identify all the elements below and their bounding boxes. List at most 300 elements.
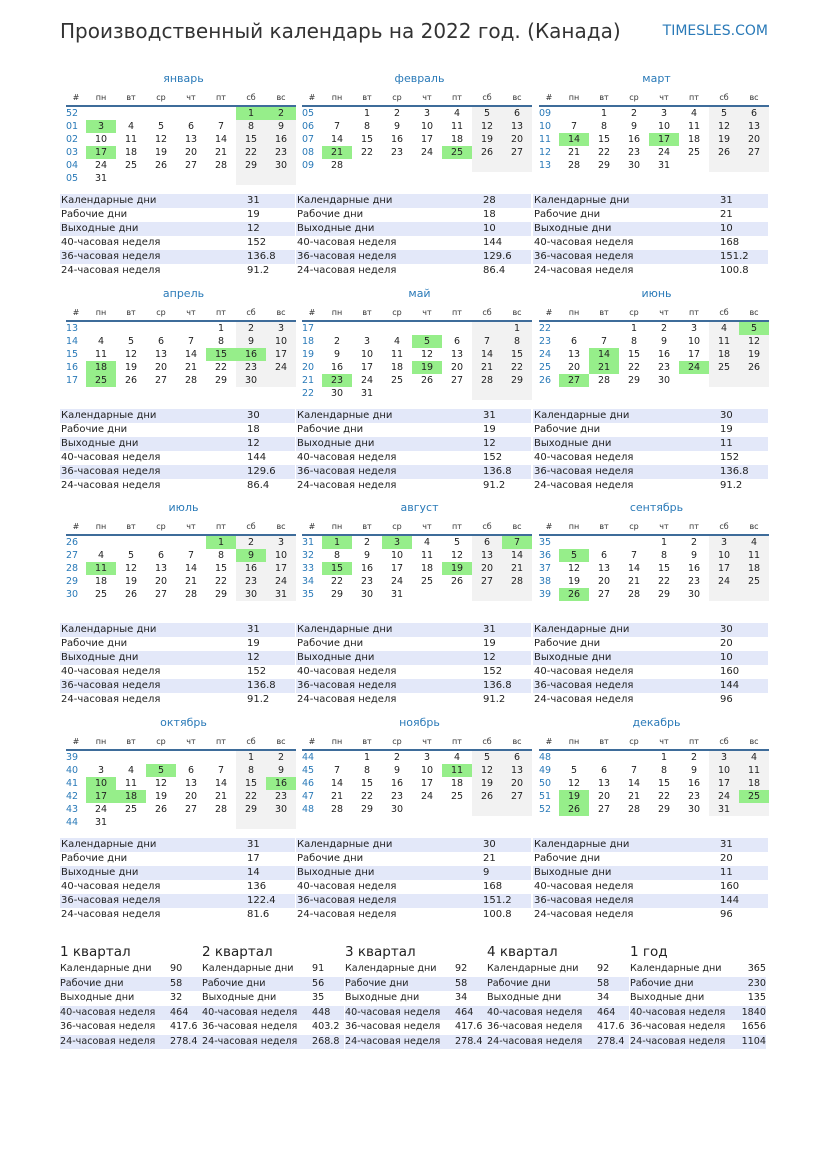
holiday-day-cell[interactable]: 17 — [86, 146, 116, 159]
weekend-day-cell[interactable]: 20 — [502, 777, 532, 790]
weekend-day-cell[interactable]: 3 — [709, 751, 739, 764]
weekend-day-cell[interactable]: 27 — [472, 575, 502, 588]
day-cell[interactable]: 4 — [127, 121, 135, 132]
day-cell[interactable]: 25 — [124, 804, 138, 815]
weekend-day-cell[interactable]: 29 — [236, 803, 266, 816]
holiday-day-cell[interactable]: 18 — [116, 790, 146, 803]
weekend-day-cell[interactable]: 27 — [739, 146, 769, 159]
day-cell[interactable]: 8 — [333, 550, 341, 561]
day-cell[interactable]: 14 — [214, 778, 228, 789]
day-cell[interactable]: 4 — [690, 108, 698, 119]
day-cell[interactable]: 17 — [687, 349, 701, 360]
day-cell[interactable]: 30 — [360, 589, 374, 600]
day-cell[interactable]: 30 — [687, 589, 701, 600]
day-cell[interactable]: 15 — [657, 563, 671, 574]
day-cell[interactable]: 28 — [330, 160, 344, 171]
weekend-day-cell[interactable]: 10 — [709, 764, 739, 777]
day-cell[interactable]: 3 — [690, 323, 698, 334]
day-cell[interactable]: 24 — [94, 160, 108, 171]
day-cell[interactable]: 6 — [600, 765, 608, 776]
weekend-day-cell[interactable]: 23 — [236, 575, 266, 588]
day-cell[interactable]: 9 — [393, 121, 401, 132]
day-cell[interactable]: 5 — [453, 537, 461, 548]
day-cell[interactable]: 13 — [597, 778, 611, 789]
day-cell[interactable]: 28 — [330, 804, 344, 815]
day-cell[interactable]: 16 — [390, 134, 404, 145]
weekend-day-cell[interactable]: 27 — [502, 790, 532, 803]
day-cell[interactable]: 3 — [423, 752, 431, 763]
day-cell[interactable]: 8 — [217, 550, 225, 561]
weekend-day-cell[interactable]: 2 — [236, 322, 266, 335]
day-cell[interactable]: 10 — [390, 550, 404, 561]
day-cell[interactable]: 28 — [214, 804, 228, 815]
weekend-day-cell[interactable]: 4 — [739, 536, 769, 549]
weekend-day-cell[interactable]: 18 — [739, 777, 769, 790]
day-cell[interactable]: 12 — [124, 349, 138, 360]
day-cell[interactable]: 24 — [420, 791, 434, 802]
weekend-day-cell[interactable]: 1 — [502, 322, 532, 335]
weekend-day-cell[interactable]: 14 — [472, 348, 502, 361]
day-cell[interactable]: 20 — [597, 576, 611, 587]
weekend-day-cell[interactable]: 15 — [236, 133, 266, 146]
day-cell[interactable]: 2 — [393, 108, 401, 119]
day-cell[interactable]: 14 — [184, 349, 198, 360]
weekend-day-cell[interactable]: 10 — [709, 549, 739, 562]
day-cell[interactable]: 9 — [363, 550, 371, 561]
day-cell[interactable]: 21 — [627, 791, 641, 802]
day-cell[interactable]: 13 — [450, 349, 464, 360]
day-cell[interactable]: 8 — [363, 121, 371, 132]
day-cell[interactable]: 22 — [214, 576, 228, 587]
weekend-day-cell[interactable]: 21 — [502, 562, 532, 575]
day-cell[interactable]: 16 — [330, 362, 344, 373]
day-cell[interactable]: 11 — [390, 349, 404, 360]
holiday-day-cell[interactable]: 10 — [86, 777, 116, 790]
holiday-day-cell[interactable]: 11 — [442, 764, 472, 777]
day-cell[interactable]: 10 — [657, 121, 671, 132]
day-cell[interactable]: 19 — [124, 576, 138, 587]
holiday-day-cell[interactable]: 14 — [589, 348, 619, 361]
day-cell[interactable]: 28 — [184, 589, 198, 600]
holiday-day-cell[interactable]: 5 — [146, 764, 176, 777]
weekend-day-cell[interactable]: 9 — [266, 120, 296, 133]
day-cell[interactable]: 1 — [630, 323, 638, 334]
day-cell[interactable]: 22 — [657, 791, 671, 802]
day-cell[interactable]: 28 — [567, 160, 581, 171]
day-cell[interactable]: 23 — [390, 147, 404, 158]
day-cell[interactable]: 23 — [627, 147, 641, 158]
day-cell[interactable]: 16 — [627, 134, 641, 145]
day-cell[interactable]: 4 — [127, 765, 135, 776]
day-cell[interactable]: 26 — [124, 375, 138, 386]
day-cell[interactable]: 22 — [360, 791, 374, 802]
weekend-day-cell[interactable]: 28 — [502, 575, 532, 588]
weekend-day-cell[interactable]: 31 — [266, 588, 296, 601]
holiday-day-cell[interactable]: 24 — [679, 361, 709, 374]
weekend-day-cell[interactable]: 23 — [266, 790, 296, 803]
weekend-day-cell[interactable]: 13 — [739, 120, 769, 133]
weekend-day-cell[interactable]: 30 — [266, 803, 296, 816]
weekend-day-cell[interactable]: 16 — [236, 562, 266, 575]
day-cell[interactable]: 28 — [597, 375, 611, 386]
day-cell[interactable]: 7 — [333, 765, 341, 776]
day-cell[interactable]: 20 — [154, 362, 168, 373]
day-cell[interactable]: 22 — [360, 147, 374, 158]
day-cell[interactable]: 17 — [420, 134, 434, 145]
weekend-day-cell[interactable]: 8 — [502, 335, 532, 348]
day-cell[interactable]: 1 — [600, 108, 608, 119]
holiday-day-cell[interactable]: 17 — [86, 790, 116, 803]
day-cell[interactable]: 26 — [154, 804, 168, 815]
weekend-day-cell[interactable]: 12 — [472, 764, 502, 777]
day-cell[interactable]: 10 — [360, 349, 374, 360]
weekend-day-cell[interactable]: 6 — [502, 751, 532, 764]
day-cell[interactable]: 10 — [420, 765, 434, 776]
day-cell[interactable]: 20 — [450, 362, 464, 373]
day-cell[interactable]: 6 — [157, 550, 165, 561]
day-cell[interactable]: 29 — [657, 804, 671, 815]
day-cell[interactable]: 9 — [690, 550, 698, 561]
day-cell[interactable]: 13 — [184, 134, 198, 145]
day-cell[interactable]: 8 — [630, 336, 638, 347]
holiday-day-cell[interactable]: 17 — [649, 133, 679, 146]
day-cell[interactable]: 16 — [360, 563, 374, 574]
day-cell[interactable]: 15 — [597, 134, 611, 145]
day-cell[interactable]: 22 — [657, 576, 671, 587]
day-cell[interactable]: 22 — [214, 362, 228, 373]
day-cell[interactable]: 4 — [97, 336, 105, 347]
day-cell[interactable]: 12 — [450, 550, 464, 561]
day-cell[interactable]: 12 — [154, 134, 168, 145]
weekend-day-cell[interactable]: 10 — [266, 549, 296, 562]
day-cell[interactable]: 7 — [187, 336, 195, 347]
day-cell[interactable]: 8 — [217, 336, 225, 347]
weekend-day-cell[interactable]: 12 — [709, 120, 739, 133]
day-cell[interactable]: 10 — [420, 121, 434, 132]
day-cell[interactable]: 18 — [687, 134, 701, 145]
day-cell[interactable]: 26 — [124, 589, 138, 600]
day-cell[interactable]: 20 — [567, 362, 581, 373]
holiday-day-cell[interactable]: 16 — [266, 777, 296, 790]
day-cell[interactable]: 9 — [690, 765, 698, 776]
day-cell[interactable]: 21 — [214, 791, 228, 802]
day-cell[interactable]: 12 — [154, 778, 168, 789]
day-cell[interactable]: 9 — [393, 765, 401, 776]
day-cell[interactable]: 7 — [187, 550, 195, 561]
day-cell[interactable]: 12 — [124, 563, 138, 574]
weekend-day-cell[interactable]: 24 — [709, 575, 739, 588]
day-cell[interactable]: 23 — [657, 362, 671, 373]
day-cell[interactable]: 24 — [94, 804, 108, 815]
day-cell[interactable]: 15 — [657, 778, 671, 789]
day-cell[interactable]: 21 — [627, 576, 641, 587]
day-cell[interactable]: 1 — [363, 108, 371, 119]
day-cell[interactable]: 9 — [333, 349, 341, 360]
holiday-day-cell[interactable]: 1 — [322, 536, 352, 549]
weekend-day-cell[interactable]: 27 — [502, 146, 532, 159]
weekend-day-cell[interactable]: 20 — [739, 133, 769, 146]
weekend-day-cell[interactable]: 26 — [472, 790, 502, 803]
day-cell[interactable]: 8 — [363, 765, 371, 776]
day-cell[interactable]: 24 — [390, 576, 404, 587]
day-cell[interactable]: 19 — [567, 576, 581, 587]
weekend-day-cell[interactable]: 25 — [709, 361, 739, 374]
holiday-day-cell[interactable]: 9 — [236, 549, 266, 562]
weekend-day-cell[interactable]: 3 — [709, 536, 739, 549]
holiday-day-cell[interactable]: 1 — [206, 536, 236, 549]
day-cell[interactable]: 17 — [390, 563, 404, 574]
day-cell[interactable]: 11 — [687, 121, 701, 132]
holiday-day-cell[interactable]: 23 — [322, 374, 352, 387]
day-cell[interactable]: 18 — [450, 778, 464, 789]
weekend-day-cell[interactable]: 26 — [472, 146, 502, 159]
day-cell[interactable]: 20 — [184, 147, 198, 158]
day-cell[interactable]: 31 — [94, 817, 108, 828]
weekend-day-cell[interactable]: 25 — [739, 575, 769, 588]
weekend-day-cell[interactable]: 17 — [709, 562, 739, 575]
day-cell[interactable]: 31 — [94, 173, 108, 184]
holiday-day-cell[interactable]: 19 — [442, 562, 472, 575]
weekend-day-cell[interactable]: 22 — [236, 146, 266, 159]
day-cell[interactable]: 18 — [124, 147, 138, 158]
weekend-day-cell[interactable]: 6 — [472, 536, 502, 549]
day-cell[interactable]: 4 — [393, 336, 401, 347]
weekend-day-cell[interactable]: 13 — [472, 549, 502, 562]
day-cell[interactable]: 14 — [214, 134, 228, 145]
day-cell[interactable]: 27 — [597, 804, 611, 815]
weekend-day-cell[interactable]: 14 — [502, 549, 532, 562]
holiday-day-cell[interactable]: 18 — [86, 361, 116, 374]
day-cell[interactable]: 17 — [420, 778, 434, 789]
day-cell[interactable]: 21 — [214, 147, 228, 158]
weekend-day-cell[interactable]: 24 — [266, 361, 296, 374]
day-cell[interactable]: 2 — [393, 752, 401, 763]
weekend-day-cell[interactable]: 20 — [472, 562, 502, 575]
weekend-day-cell[interactable]: 17 — [266, 562, 296, 575]
day-cell[interactable]: 11 — [124, 134, 138, 145]
day-cell[interactable]: 20 — [597, 791, 611, 802]
weekend-day-cell[interactable]: 2 — [266, 751, 296, 764]
weekend-day-cell[interactable]: 17 — [266, 348, 296, 361]
weekend-day-cell[interactable]: 23 — [266, 146, 296, 159]
weekend-day-cell[interactable]: 24 — [709, 790, 739, 803]
day-cell[interactable]: 12 — [567, 563, 581, 574]
day-cell[interactable]: 8 — [660, 550, 668, 561]
day-cell[interactable]: 30 — [390, 804, 404, 815]
weekend-day-cell[interactable]: 17 — [709, 777, 739, 790]
weekend-day-cell[interactable]: 19 — [472, 777, 502, 790]
weekend-day-cell[interactable]: 24 — [266, 575, 296, 588]
weekend-day-cell[interactable]: 6 — [739, 107, 769, 120]
holiday-day-cell[interactable]: 26 — [559, 588, 589, 601]
day-cell[interactable]: 29 — [597, 160, 611, 171]
holiday-day-cell[interactable]: 25 — [442, 146, 472, 159]
day-cell[interactable]: 13 — [184, 778, 198, 789]
day-cell[interactable]: 18 — [390, 362, 404, 373]
day-cell[interactable]: 27 — [184, 804, 198, 815]
day-cell[interactable]: 2 — [660, 323, 668, 334]
day-cell[interactable]: 16 — [687, 778, 701, 789]
day-cell[interactable]: 22 — [597, 147, 611, 158]
day-cell[interactable]: 11 — [124, 778, 138, 789]
weekend-day-cell[interactable]: 29 — [502, 374, 532, 387]
day-cell[interactable]: 14 — [627, 778, 641, 789]
weekend-day-cell[interactable]: 30 — [266, 159, 296, 172]
day-cell[interactable]: 29 — [214, 589, 228, 600]
day-cell[interactable]: 25 — [390, 375, 404, 386]
weekend-day-cell[interactable]: 10 — [266, 335, 296, 348]
day-cell[interactable]: 21 — [330, 791, 344, 802]
day-cell[interactable]: 18 — [94, 576, 108, 587]
day-cell[interactable]: 12 — [420, 349, 434, 360]
weekend-day-cell[interactable]: 11 — [739, 764, 769, 777]
day-cell[interactable]: 8 — [660, 765, 668, 776]
day-cell[interactable]: 23 — [390, 791, 404, 802]
holiday-day-cell[interactable]: 2 — [266, 107, 296, 120]
day-cell[interactable]: 1 — [217, 323, 225, 334]
day-cell[interactable]: 4 — [97, 550, 105, 561]
day-cell[interactable]: 28 — [627, 804, 641, 815]
weekend-day-cell[interactable]: 7 — [472, 335, 502, 348]
weekend-day-cell[interactable]: 8 — [236, 764, 266, 777]
day-cell[interactable]: 20 — [184, 791, 198, 802]
day-cell[interactable]: 25 — [124, 160, 138, 171]
day-cell[interactable]: 7 — [217, 121, 225, 132]
day-cell[interactable]: 13 — [597, 563, 611, 574]
holiday-day-cell[interactable]: 3 — [86, 120, 116, 133]
day-cell[interactable]: 11 — [94, 349, 108, 360]
day-cell[interactable]: 11 — [420, 550, 434, 561]
day-cell[interactable]: 31 — [360, 388, 374, 399]
day-cell[interactable]: 19 — [124, 362, 138, 373]
weekend-day-cell[interactable]: 30 — [236, 588, 266, 601]
day-cell[interactable]: 16 — [657, 349, 671, 360]
weekend-day-cell[interactable]: 23 — [236, 361, 266, 374]
weekend-day-cell[interactable]: 8 — [236, 120, 266, 133]
day-cell[interactable]: 25 — [420, 576, 434, 587]
weekend-day-cell[interactable]: 12 — [472, 120, 502, 133]
day-cell[interactable]: 21 — [184, 576, 198, 587]
day-cell[interactable]: 7 — [333, 121, 341, 132]
weekend-day-cell[interactable]: 9 — [266, 764, 296, 777]
day-cell[interactable]: 30 — [687, 804, 701, 815]
weekend-day-cell[interactable]: 26 — [709, 146, 739, 159]
day-cell[interactable]: 14 — [184, 563, 198, 574]
holiday-day-cell[interactable]: 5 — [739, 322, 769, 335]
day-cell[interactable]: 10 — [687, 336, 701, 347]
day-cell[interactable]: 3 — [97, 765, 105, 776]
day-cell[interactable]: 4 — [423, 537, 431, 548]
day-cell[interactable]: 30 — [627, 160, 641, 171]
day-cell[interactable]: 20 — [154, 576, 168, 587]
day-cell[interactable]: 7 — [630, 550, 638, 561]
day-cell[interactable]: 21 — [567, 147, 581, 158]
holiday-day-cell[interactable]: 5 — [412, 335, 442, 348]
day-cell[interactable]: 7 — [217, 765, 225, 776]
day-cell[interactable]: 5 — [127, 336, 135, 347]
day-cell[interactable]: 3 — [660, 108, 668, 119]
holiday-day-cell[interactable]: 21 — [322, 146, 352, 159]
holiday-day-cell[interactable]: 5 — [559, 549, 589, 562]
day-cell[interactable]: 7 — [600, 336, 608, 347]
day-cell[interactable]: 6 — [157, 336, 165, 347]
day-cell[interactable]: 24 — [657, 147, 671, 158]
day-cell[interactable]: 9 — [660, 336, 668, 347]
holiday-day-cell[interactable]: 14 — [559, 133, 589, 146]
weekend-day-cell[interactable]: 31 — [709, 803, 739, 816]
day-cell[interactable]: 4 — [453, 108, 461, 119]
day-cell[interactable]: 7 — [630, 765, 638, 776]
day-cell[interactable]: 28 — [184, 375, 198, 386]
day-cell[interactable]: 15 — [214, 563, 228, 574]
weekend-day-cell[interactable]: 16 — [266, 133, 296, 146]
holiday-day-cell[interactable]: 21 — [589, 361, 619, 374]
weekend-day-cell[interactable]: 5 — [472, 751, 502, 764]
weekend-day-cell[interactable]: 20 — [502, 133, 532, 146]
holiday-day-cell[interactable]: 26 — [559, 803, 589, 816]
day-cell[interactable]: 2 — [630, 108, 638, 119]
weekend-day-cell[interactable]: 18 — [739, 562, 769, 575]
day-cell[interactable]: 17 — [360, 362, 374, 373]
site-brand-link[interactable]: TIMESLES.COM — [662, 23, 768, 39]
weekend-day-cell[interactable]: 1 — [236, 751, 266, 764]
day-cell[interactable]: 29 — [627, 375, 641, 386]
day-cell[interactable]: 16 — [390, 778, 404, 789]
day-cell[interactable]: 26 — [420, 375, 434, 386]
day-cell[interactable]: 13 — [154, 563, 168, 574]
day-cell[interactable]: 26 — [154, 160, 168, 171]
day-cell[interactable]: 29 — [360, 804, 374, 815]
day-cell[interactable]: 14 — [627, 563, 641, 574]
day-cell[interactable]: 31 — [390, 589, 404, 600]
weekend-day-cell[interactable]: 28 — [472, 374, 502, 387]
weekend-day-cell[interactable]: 3 — [266, 536, 296, 549]
day-cell[interactable]: 2 — [690, 537, 698, 548]
day-cell[interactable]: 14 — [330, 134, 344, 145]
day-cell[interactable]: 9 — [630, 121, 638, 132]
day-cell[interactable]: 27 — [597, 589, 611, 600]
day-cell[interactable]: 18 — [420, 563, 434, 574]
day-cell[interactable]: 27 — [184, 160, 198, 171]
day-cell[interactable]: 15 — [360, 134, 374, 145]
day-cell[interactable]: 2 — [363, 537, 371, 548]
weekend-day-cell[interactable]: 29 — [236, 159, 266, 172]
holiday-day-cell[interactable]: 7 — [502, 536, 532, 549]
holiday-day-cell[interactable]: 11 — [86, 562, 116, 575]
day-cell[interactable]: 5 — [157, 121, 165, 132]
weekend-day-cell[interactable]: 18 — [709, 348, 739, 361]
weekend-day-cell[interactable]: 4 — [739, 751, 769, 764]
day-cell[interactable]: 28 — [627, 589, 641, 600]
weekend-day-cell[interactable]: 6 — [502, 107, 532, 120]
day-cell[interactable]: 3 — [423, 108, 431, 119]
weekend-day-cell[interactable]: 13 — [502, 764, 532, 777]
day-cell[interactable]: 28 — [214, 160, 228, 171]
day-cell[interactable]: 15 — [627, 349, 641, 360]
holiday-day-cell[interactable]: 1 — [236, 107, 266, 120]
holiday-day-cell[interactable]: 15 — [322, 562, 352, 575]
day-cell[interactable]: 6 — [187, 765, 195, 776]
weekend-day-cell[interactable]: 21 — [472, 361, 502, 374]
day-cell[interactable]: 29 — [330, 589, 344, 600]
weekend-day-cell[interactable]: 19 — [472, 133, 502, 146]
day-cell[interactable]: 18 — [450, 134, 464, 145]
day-cell[interactable]: 16 — [687, 563, 701, 574]
day-cell[interactable]: 2 — [690, 752, 698, 763]
day-cell[interactable]: 31 — [657, 160, 671, 171]
day-cell[interactable]: 13 — [567, 349, 581, 360]
day-cell[interactable]: 30 — [657, 375, 671, 386]
